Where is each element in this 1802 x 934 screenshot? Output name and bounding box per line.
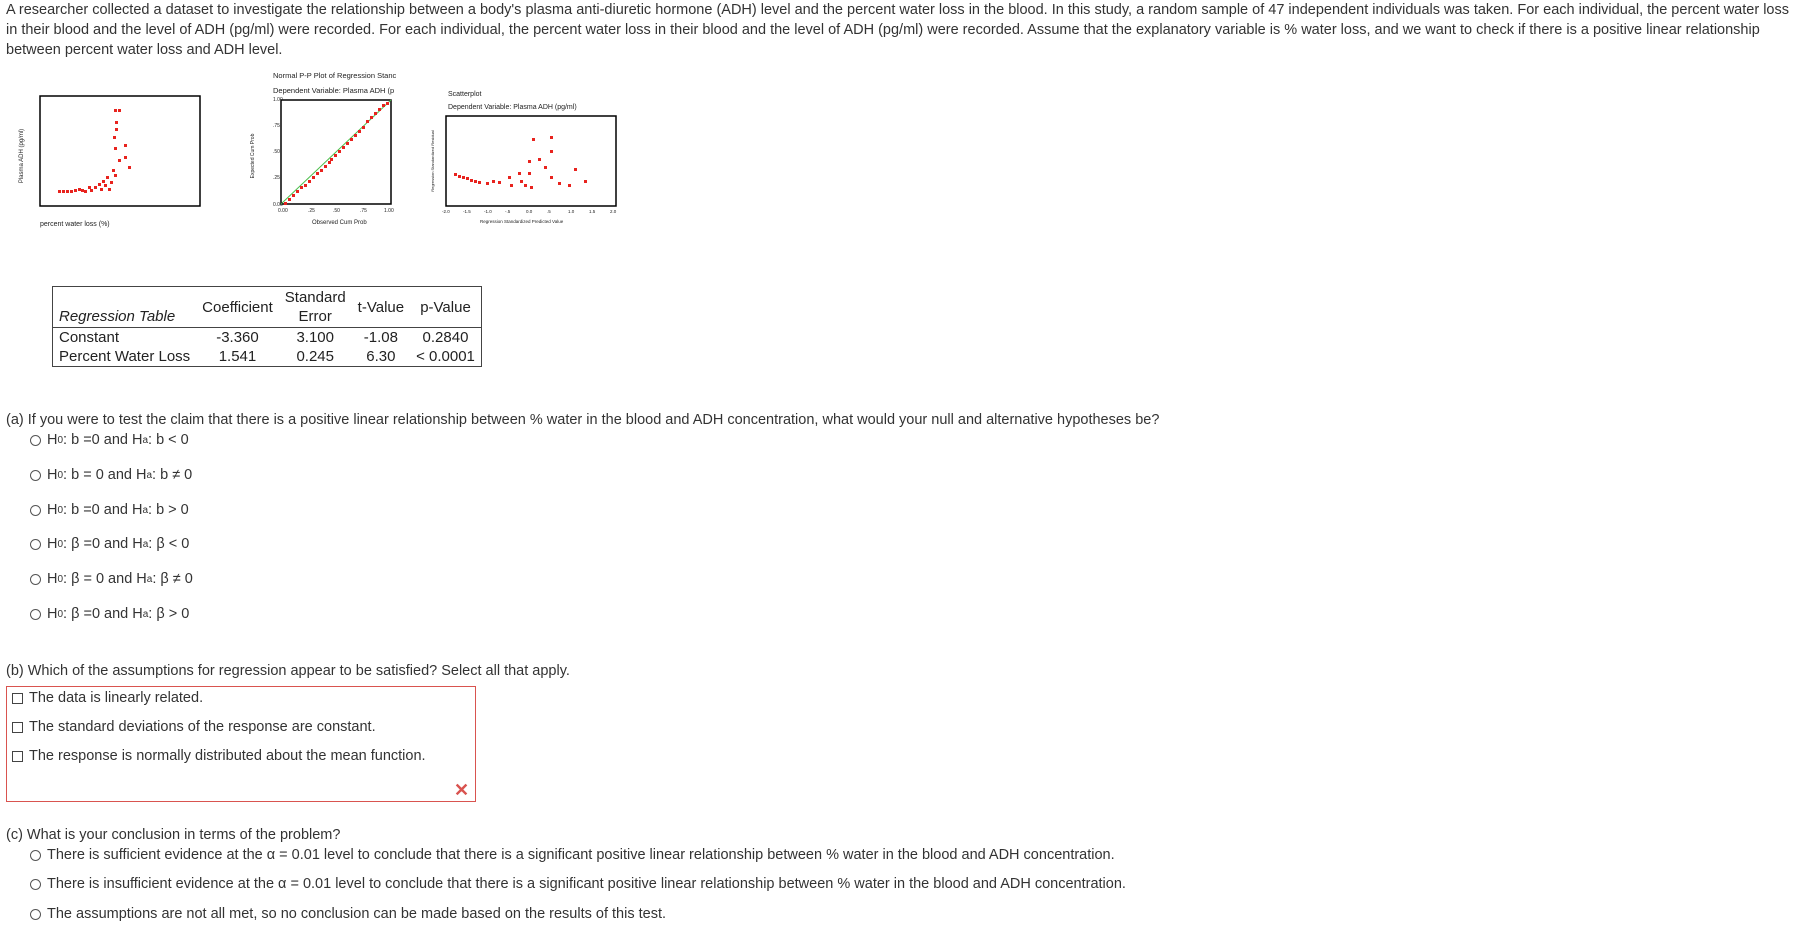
scatter-point bbox=[108, 188, 111, 191]
scatter-point bbox=[110, 181, 113, 184]
residual-point bbox=[528, 160, 531, 163]
residual-point bbox=[518, 172, 521, 175]
option-label: The standard deviations of the response are constant. bbox=[29, 719, 376, 735]
option-label: The response is normally distributed about the mean function. bbox=[29, 748, 426, 764]
header-se-2: Error bbox=[298, 308, 332, 325]
hypothesis-option[interactable] bbox=[30, 467, 192, 483]
pp-point bbox=[304, 184, 307, 187]
scatter-point bbox=[102, 180, 105, 183]
option-h0-sub: 0 bbox=[57, 538, 64, 550]
residual-point bbox=[530, 186, 533, 189]
scatter-point bbox=[104, 184, 107, 187]
resid-title: Scatterplot bbox=[448, 91, 482, 98]
residual-point bbox=[528, 172, 531, 175]
pp-point bbox=[328, 161, 331, 164]
question-b-prompt: (b) Which of the assumptions for regression appear to be satisfied? Select all that apply. bbox=[6, 663, 570, 679]
resid-xtick: -.5 bbox=[505, 209, 511, 214]
residual-point bbox=[544, 166, 547, 169]
radio-button[interactable] bbox=[30, 850, 41, 861]
pp-ylabel: Expected Cum Prob bbox=[250, 133, 256, 179]
scatter-point bbox=[118, 109, 121, 112]
residual-point bbox=[550, 150, 553, 153]
table-row bbox=[53, 328, 482, 348]
hypothesis-option[interactable] bbox=[30, 502, 189, 518]
residual-point bbox=[568, 184, 571, 187]
option-end: : b > 0 bbox=[148, 502, 189, 518]
scatter-point bbox=[113, 136, 116, 139]
svg-text:1.00: 1.00 bbox=[384, 208, 394, 214]
resid-xtick: .5 bbox=[547, 209, 551, 214]
scatter-point bbox=[74, 189, 77, 192]
svg-text:0.00: 0.00 bbox=[278, 208, 288, 214]
option-label: There is insufficient evidence at the α = 0.01 level to conclude that there is a significant positive linear relationship between % water in the blood and ADH concentration. bbox=[47, 876, 1126, 892]
svg-text:.75: .75 bbox=[360, 208, 367, 214]
checkbox[interactable] bbox=[12, 693, 23, 704]
incorrect-icon: ✕ bbox=[454, 780, 470, 800]
pp-point bbox=[362, 126, 365, 129]
pp-point bbox=[350, 138, 353, 141]
option-end: : β ≠ 0 bbox=[152, 571, 193, 587]
pp-point bbox=[358, 130, 361, 133]
resid-xtick: -2.0 bbox=[442, 209, 450, 214]
scatter-point bbox=[115, 128, 118, 131]
residual-point bbox=[498, 181, 501, 184]
row-t: 6.30 bbox=[352, 347, 410, 367]
scatter-point bbox=[114, 174, 117, 177]
scatter-point bbox=[115, 121, 118, 124]
hypothesis-option[interactable] bbox=[30, 571, 193, 587]
pp-point bbox=[296, 190, 299, 193]
scatter-point bbox=[84, 190, 87, 193]
option-h0: H bbox=[47, 606, 58, 622]
option-mid: : b =0 and H bbox=[63, 502, 143, 518]
pp-title: Normal P-P Plot of Regression Stanc bbox=[273, 71, 397, 80]
conclusion-option[interactable] bbox=[30, 876, 1126, 892]
pp-point bbox=[284, 202, 287, 205]
row-coef: -3.360 bbox=[216, 329, 259, 346]
scatter-xlabel: percent water loss (%) bbox=[40, 221, 110, 228]
pp-point bbox=[366, 120, 369, 123]
scatter-point bbox=[58, 190, 61, 193]
residual-point bbox=[584, 180, 587, 183]
residual-point bbox=[510, 184, 513, 187]
resid-xtick: 1.0 bbox=[568, 209, 575, 214]
radio-button[interactable] bbox=[30, 879, 41, 890]
radio-button[interactable] bbox=[30, 435, 41, 446]
option-ha-sub: a bbox=[142, 538, 149, 550]
scatter-point bbox=[124, 156, 127, 159]
option-end: : β < 0 bbox=[148, 536, 190, 552]
radio-button[interactable] bbox=[30, 609, 41, 620]
option-label: There is sufficient evidence at the α = 0.01 level to conclude that there is a significant positive linear relationship between % water in the blood and ADH concentration. bbox=[47, 847, 1115, 863]
scatter-point bbox=[90, 189, 93, 192]
scatter-point bbox=[94, 186, 97, 189]
question-c-prompt: (c) What is your conclusion in terms of the problem? bbox=[6, 827, 341, 843]
option-ha-sub: a bbox=[142, 608, 149, 620]
resid-xtick: 1.5 bbox=[589, 209, 596, 214]
radio-button[interactable] bbox=[30, 470, 41, 481]
pp-point bbox=[370, 116, 373, 119]
header-coefficient: Coefficient bbox=[196, 287, 279, 328]
option-h0-sub: 0 bbox=[57, 434, 64, 446]
pp-point bbox=[374, 112, 377, 115]
residual-point bbox=[492, 180, 495, 183]
scatter-point bbox=[62, 190, 65, 193]
svg-text:0.00: 0.00 bbox=[273, 202, 283, 208]
pp-point bbox=[288, 198, 291, 201]
pp-point bbox=[342, 146, 345, 149]
pp-point bbox=[308, 180, 311, 183]
residual-point bbox=[470, 179, 473, 182]
option-h0-sub: 0 bbox=[57, 469, 64, 481]
pp-plot bbox=[250, 71, 396, 226]
scatter-ylabel: Plasma ADH (pg/ml) bbox=[19, 128, 25, 184]
hypothesis-option[interactable] bbox=[30, 432, 189, 448]
header-p: p-Value bbox=[410, 287, 481, 328]
option-mid: : b = 0 and H bbox=[63, 467, 147, 483]
pp-point bbox=[338, 150, 341, 153]
radio-button[interactable] bbox=[30, 539, 41, 550]
residual-point bbox=[478, 181, 481, 184]
pp-point bbox=[354, 134, 357, 137]
svg-text:.25: .25 bbox=[273, 175, 280, 181]
radio-button[interactable] bbox=[30, 574, 41, 585]
row-name: Percent Water Loss bbox=[53, 347, 197, 367]
problem-intro: A researcher collected a dataset to investigate the relationship between a body's plasma anti-diuretic hormone (ADH) level and the percent water loss in the blood. In this study, a random sample of 47 independent individuals was taken. For each individual, the percent water loss in their blood and the level of ADH (pg/ml) were recorded. For each individual, the percent water loss in their blood and the level of ADH (pg/ml) were recorded. Assume that the explanatory variable is % water loss, and we want to check if there is a positive linear relationship between percent water loss and ADH level. bbox=[6, 2, 1789, 58]
scatter-point bbox=[88, 186, 91, 189]
residual-point bbox=[508, 176, 511, 179]
residual-point bbox=[520, 180, 523, 183]
option-ha-sub: a bbox=[146, 469, 153, 481]
option-ha-sub: a bbox=[146, 573, 153, 585]
row-name: Constant bbox=[53, 328, 197, 348]
pp-point bbox=[320, 169, 323, 172]
option-ha-sub: a bbox=[142, 434, 149, 446]
question-a-prompt: (a) If you were to test the claim that there is a positive linear relationship between % water in the blood and ADH concentration, what would your null and alternative hypotheses be? bbox=[6, 412, 1160, 428]
option-h0-sub: 0 bbox=[57, 504, 64, 516]
residual-point bbox=[524, 184, 527, 187]
residual-point bbox=[466, 177, 469, 180]
row-p: 0.2840 bbox=[410, 328, 481, 348]
residual-point bbox=[532, 138, 535, 141]
option-mid: : b =0 and H bbox=[63, 432, 143, 448]
pp-point bbox=[382, 104, 385, 107]
row-se: 3.100 bbox=[296, 329, 334, 346]
scatter-point bbox=[100, 188, 103, 191]
pp-point bbox=[312, 176, 315, 179]
scatter-point bbox=[106, 176, 109, 179]
scatter-point bbox=[114, 147, 117, 150]
svg-text:.75: .75 bbox=[273, 123, 280, 129]
residual-point bbox=[574, 168, 577, 171]
option-h0-sub: 0 bbox=[57, 608, 64, 620]
residual-point bbox=[486, 182, 489, 185]
residual-point bbox=[550, 176, 553, 179]
option-end: : b < 0 bbox=[148, 432, 189, 448]
table-row bbox=[53, 347, 482, 367]
radio-button[interactable] bbox=[30, 909, 41, 920]
assumption-option[interactable] bbox=[12, 690, 203, 706]
regression-table bbox=[52, 286, 482, 367]
option-ha-sub: a bbox=[142, 504, 149, 516]
residual-point bbox=[454, 173, 457, 176]
hypothesis-option[interactable] bbox=[30, 536, 189, 552]
checkbox[interactable] bbox=[12, 751, 23, 762]
pp-point bbox=[324, 165, 327, 168]
option-label: The data is linearly related. bbox=[29, 690, 204, 706]
assumption-option[interactable] bbox=[12, 719, 376, 735]
checkbox[interactable] bbox=[12, 722, 23, 733]
radio-button[interactable] bbox=[30, 505, 41, 516]
resid-xtick: 0.0 bbox=[526, 209, 533, 214]
table-caption: Regression Table bbox=[53, 287, 197, 328]
option-end: : β > 0 bbox=[148, 606, 190, 622]
scatter-point bbox=[81, 189, 84, 192]
resid-subtitle: Dependent Variable: Plasma ADH (pg/ml) bbox=[448, 104, 577, 111]
option-h0: H bbox=[47, 467, 58, 483]
svg-text:.25: .25 bbox=[308, 208, 315, 214]
scatter-point bbox=[114, 109, 117, 112]
scatter-point bbox=[118, 159, 121, 162]
residual-point bbox=[474, 180, 477, 183]
option-h0: H bbox=[47, 571, 58, 587]
scatter-point bbox=[70, 190, 73, 193]
option-mid: : β = 0 and H bbox=[63, 571, 147, 587]
svg-text:.50: .50 bbox=[333, 208, 340, 214]
pp-point bbox=[378, 108, 381, 111]
pp-xlabel: Observed Cum Prob bbox=[312, 220, 367, 226]
residual-point bbox=[538, 158, 541, 161]
pp-point bbox=[300, 186, 303, 189]
conclusion-option[interactable] bbox=[30, 906, 666, 922]
residual-point bbox=[558, 182, 561, 185]
residual-scatterplot bbox=[430, 91, 617, 224]
resid-xtick: 2.0 bbox=[610, 209, 617, 214]
row-p: < 0.0001 bbox=[410, 347, 481, 367]
header-t: t-Value bbox=[352, 287, 410, 328]
row-coef: 1.541 bbox=[196, 347, 279, 367]
pp-point bbox=[334, 154, 337, 157]
option-mid: : β =0 and H bbox=[63, 536, 143, 552]
resid-ylabel: Regression Standardized Residual bbox=[430, 130, 435, 192]
pp-point bbox=[292, 194, 295, 197]
conclusion-option[interactable] bbox=[30, 847, 1115, 863]
option-h0-sub: 0 bbox=[57, 573, 64, 585]
pp-point bbox=[330, 158, 333, 161]
option-label: The assumptions are not all met, so no conclusion can be made based on the results of this test. bbox=[47, 906, 667, 922]
header-se-1: Standard bbox=[284, 289, 346, 306]
residual-point bbox=[458, 175, 461, 178]
scatter-point bbox=[112, 169, 115, 172]
option-mid: : β =0 and H bbox=[63, 606, 143, 622]
scatter-point bbox=[124, 144, 127, 147]
svg-text:.50: .50 bbox=[273, 149, 280, 155]
diagnostic-plots bbox=[18, 71, 658, 266]
option-end: : b ≠ 0 bbox=[152, 467, 193, 483]
resid-xtick: -1.5 bbox=[463, 209, 471, 214]
scatter-point bbox=[128, 166, 131, 169]
scatter-point bbox=[98, 183, 101, 186]
option-h0: H bbox=[47, 432, 58, 448]
scatter-point bbox=[78, 188, 81, 191]
resid-xlabel: Regression Standardized Predicted Value bbox=[480, 219, 564, 224]
row-t: -1.08 bbox=[363, 329, 398, 346]
scatterplot-adh-vs-water-loss bbox=[19, 96, 200, 228]
pp-subtitle: Dependent Variable: Plasma ADH (p bbox=[273, 86, 395, 95]
pp-point bbox=[346, 142, 349, 145]
residual-point bbox=[462, 176, 465, 179]
option-h0: H bbox=[47, 536, 58, 552]
row-se: 0.245 bbox=[279, 347, 352, 367]
option-h0: H bbox=[47, 502, 58, 518]
assumption-option[interactable] bbox=[12, 748, 426, 764]
resid-xtick: -1.0 bbox=[484, 209, 492, 214]
pp-point bbox=[316, 172, 319, 175]
svg-text:1.00: 1.00 bbox=[273, 97, 283, 103]
hypothesis-option[interactable] bbox=[30, 606, 189, 622]
pp-point bbox=[386, 102, 389, 105]
residual-point bbox=[550, 136, 553, 139]
scatter-point bbox=[66, 190, 69, 193]
